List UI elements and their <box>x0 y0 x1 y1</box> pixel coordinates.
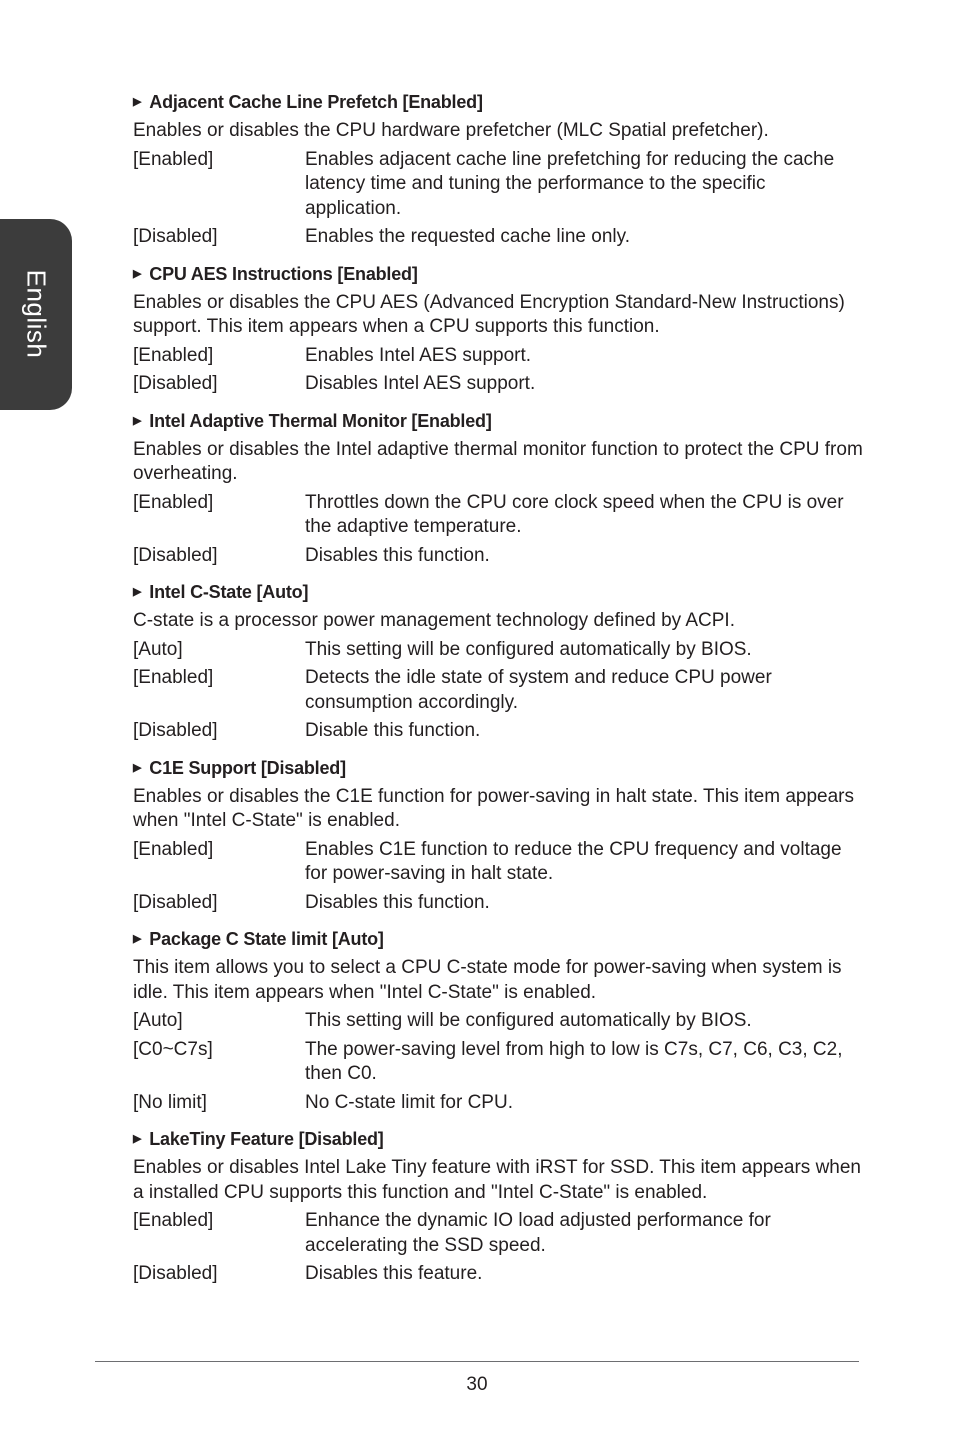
option-value: Disable this function. <box>305 720 481 741</box>
triangle-bullet-icon: ▶ <box>133 96 142 108</box>
triangle-bullet-icon: ▶ <box>133 1133 142 1145</box>
option-value: This setting will be configured automatically by BIOS. <box>305 638 752 660</box>
page-number: 30 <box>466 1374 488 1395</box>
option-value: Enables adjacent cache line prefetching for reducing the cache latency time and tuning the performance to the specific application. <box>305 148 835 219</box>
option-row <box>133 491 863 540</box>
section-heading <box>133 927 863 951</box>
footer-divider <box>95 1361 859 1362</box>
option-row <box>133 1038 863 1087</box>
option-value: Throttles down the CPU core clock speed when the CPU is over the adaptive temperature. <box>305 491 844 537</box>
option-row <box>133 1209 863 1258</box>
option-value: Detects the idle state of system and reduce CPU power consumption accordingly. <box>305 667 772 713</box>
option-key: [C0~C7s] <box>133 1038 213 1060</box>
option-value: Disables this feature. <box>305 1263 483 1284</box>
option-key: [Auto] <box>133 638 183 660</box>
option-key: [Enabled] <box>133 344 214 366</box>
triangle-bullet-icon: ▶ <box>133 761 142 774</box>
option-row <box>133 1262 863 1287</box>
option-key: [Enabled] <box>133 491 214 513</box>
option-row <box>133 544 863 569</box>
section-description: Enables or disables Intel Lake Tiny feature with iRST for SSD. This item appears when a installed CPU supports this function and "Intel C-State" is enabled. <box>133 1157 861 1203</box>
heading-text: C1E Support [Disabled] <box>149 757 346 778</box>
triangle-bullet-icon: ▶ <box>133 267 142 280</box>
section-description: Enables or disables the Intel adaptive thermal monitor function to protect the CPU from overheating. <box>133 438 863 484</box>
option-row <box>133 719 863 744</box>
option-row <box>133 891 863 916</box>
option-value: Enables the requested cache line only. <box>305 226 630 247</box>
manual-content <box>133 90 863 1299</box>
option-key: [Enabled] <box>133 1210 214 1231</box>
option-row <box>133 838 863 887</box>
option-value: Disables this function. <box>305 891 490 913</box>
section-description: Enables or disables the C1E function for power-saving in halt state. This item appears when "Intel C-State" is enabled. <box>133 785 854 831</box>
option-key: [Disabled] <box>133 1263 218 1284</box>
option-value: Enables C1E function to reduce the CPU frequency and voltage for power-saving in halt state. <box>305 838 842 884</box>
option-value: The power-saving level from high to low is C7s, C7, C6, C3, C2, then C0. <box>305 1038 843 1084</box>
section-intel-adaptive-thermal-monitor <box>133 409 863 569</box>
heading-text: Intel C-State [Auto] <box>149 582 309 602</box>
section-package-c-state-limit <box>133 927 863 1115</box>
option-row <box>133 666 863 715</box>
option-row <box>133 372 863 397</box>
option-key: [Disabled] <box>133 544 218 566</box>
heading-text: Adjacent Cache Line Prefetch [Enabled] <box>149 92 483 112</box>
option-key: [Enabled] <box>133 148 214 170</box>
option-row <box>133 638 863 663</box>
section-description: This item allows you to select a CPU C-state mode for power-saving when system is idle. This item appears when "Intel C-State" is enabled. <box>133 957 842 1003</box>
section-intel-c-state <box>133 580 863 744</box>
option-row <box>133 225 863 250</box>
section-heading <box>133 580 863 604</box>
option-value: Enhance the dynamic IO load adjusted performance for accelerating the SSD speed. <box>305 1210 771 1256</box>
option-row <box>133 344 863 369</box>
option-key: [Disabled] <box>133 720 218 741</box>
option-value: No C-state limit for CPU. <box>305 1091 513 1113</box>
option-value: Enables Intel AES support. <box>305 344 532 366</box>
section-adjacent-cache-line-prefetch <box>133 90 863 250</box>
option-row <box>133 1009 863 1034</box>
section-description: Enables or disables the CPU AES (Advanced Encryption Standard-New Instructions) support. This item appears when a CPU supports this function. <box>133 291 845 337</box>
option-key: [Disabled] <box>133 373 218 394</box>
option-value: Disables this function. <box>305 544 490 566</box>
option-key: [Disabled] <box>133 891 218 913</box>
triangle-bullet-icon: ▶ <box>133 414 142 427</box>
triangle-bullet-icon: ▶ <box>133 933 142 945</box>
section-description: C-state is a processor power management technology defined by ACPI. <box>133 610 735 631</box>
option-row <box>133 148 863 222</box>
option-key: [Disabled] <box>133 226 218 247</box>
option-key: [Auto] <box>133 1010 183 1031</box>
option-key: [Enabled] <box>133 838 214 860</box>
option-value: Disables Intel AES support. <box>305 373 536 394</box>
section-laketiny-feature <box>133 1127 863 1287</box>
triangle-bullet-icon: ▶ <box>133 586 142 598</box>
option-row <box>133 1091 863 1116</box>
heading-text: CPU AES Instructions [Enabled] <box>149 263 418 284</box>
heading-text: Package C State limit [Auto] <box>149 929 384 949</box>
section-heading <box>133 756 863 780</box>
section-heading <box>133 90 863 114</box>
option-key: [No limit] <box>133 1091 207 1113</box>
section-heading <box>133 1127 863 1151</box>
language-side-tab <box>0 219 72 410</box>
section-heading <box>133 409 863 433</box>
heading-text: LakeTiny Feature [Disabled] <box>149 1129 384 1149</box>
section-cpu-aes-instructions <box>133 262 863 397</box>
heading-text: Intel Adaptive Thermal Monitor [Enabled] <box>149 410 492 431</box>
section-heading <box>133 262 863 286</box>
side-tab-label: English <box>21 269 52 359</box>
section-description: Enables or disables the CPU hardware prefetcher (MLC Spatial prefetcher). <box>133 120 769 141</box>
option-key: [Enabled] <box>133 667 214 688</box>
option-value: This setting will be configured automatically by BIOS. <box>305 1010 752 1031</box>
section-c1e-support <box>133 756 863 916</box>
